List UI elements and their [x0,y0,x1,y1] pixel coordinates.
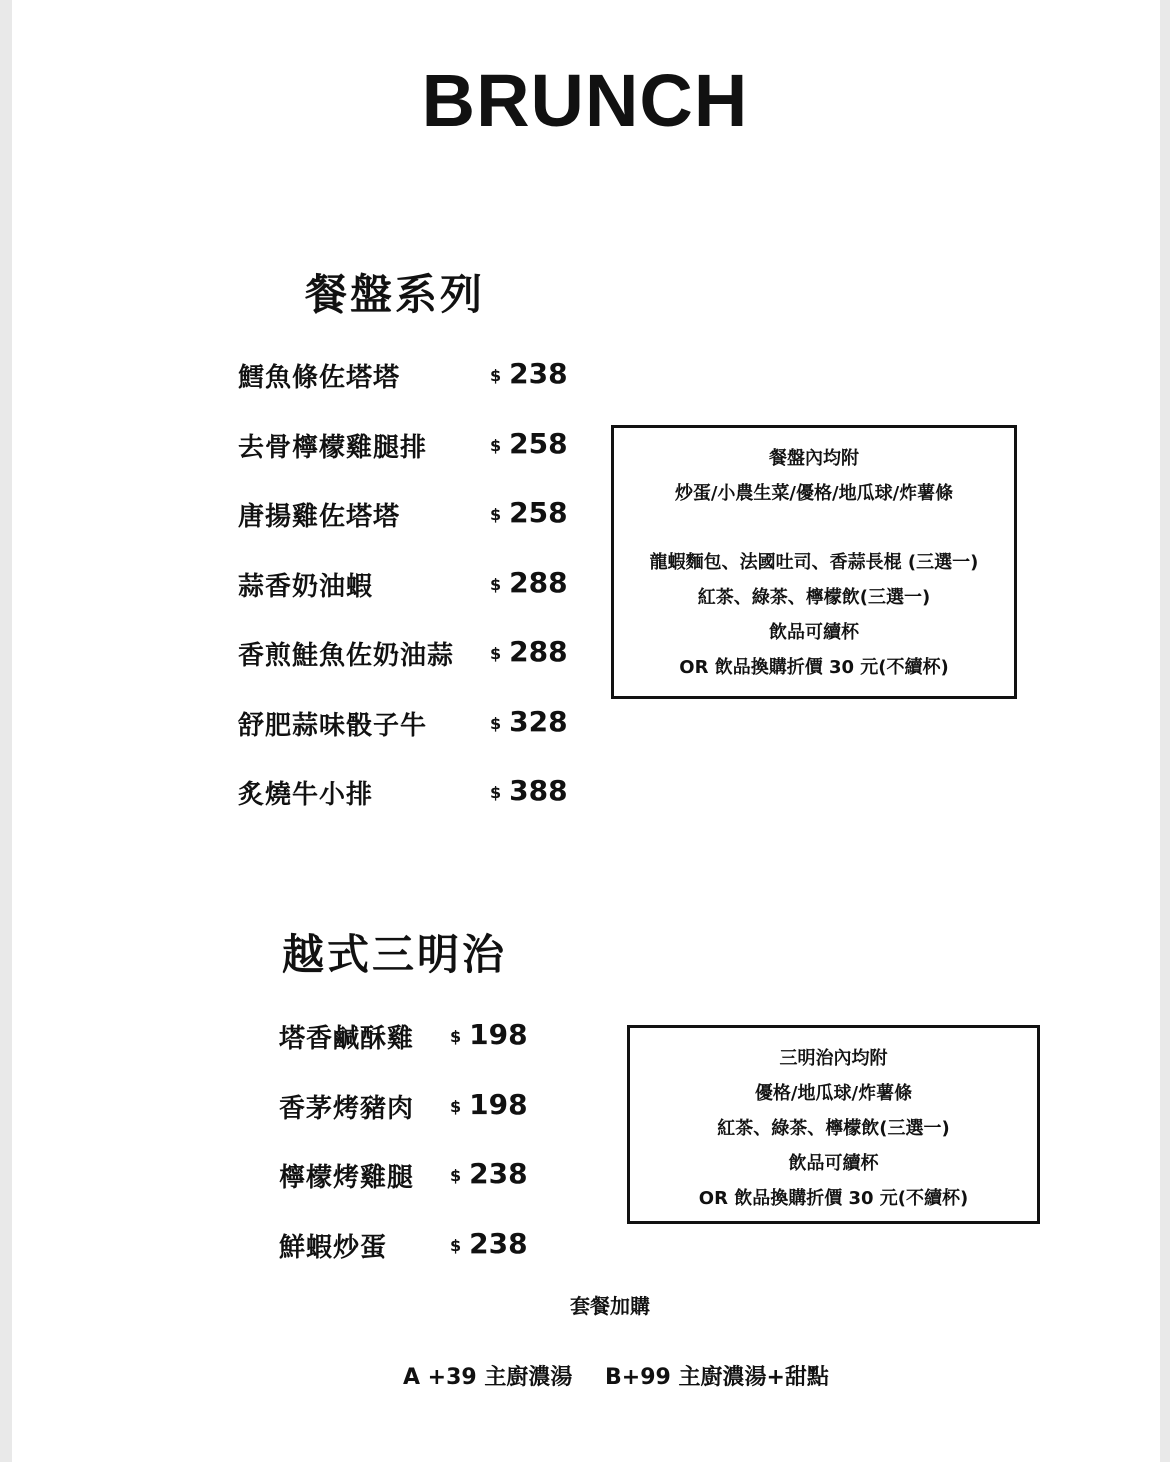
menu-item-name: 檸檬烤雞腿 [279,1163,415,1193]
menu-item-price: $ 258 [490,496,568,529]
note-line: OR 飲品換購折價 30 元(不續杯) [679,657,949,678]
menu-item-price: $ 238 [450,1157,528,1190]
menu-item-price: $ 198 [450,1088,528,1121]
menu-item-name: 舒肥蒜味骰子牛 [238,711,428,741]
note-line: 優格/地瓜球/炸薯條 [754,1083,913,1104]
addon-title: 套餐加購 [570,1294,650,1318]
note-line: OR 飲品換購折價 30 元(不續杯) [698,1188,969,1209]
menu-item-name: 鱈魚條佐塔塔 [238,363,401,393]
addon-option-a: A +39 主廚濃湯 [403,1365,573,1390]
platter-includes-box [611,425,1017,699]
menu-item-name: 香茅烤豬肉 [279,1094,415,1124]
menu-item-price: $ 258 [490,427,568,460]
menu-item-price: $ 288 [490,635,568,668]
note-line: 龍蝦麵包、法國吐司、香蒜長棍 (三選一) [649,552,979,573]
note-line: 炒蛋/小農生菜/優格/地瓜球/炸薯條 [674,483,954,504]
menu-sheet [12,0,1160,1462]
menu-item-price: $ 288 [490,566,568,599]
note-line: 飲品可續杯 [788,1153,879,1174]
menu-item-name: 去骨檸檬雞腿排 [238,433,428,463]
menu-item-name: 炙燒牛小排 [238,780,374,810]
menu-item-name: 唐揚雞佐塔塔 [238,502,401,532]
menu-item-price: $ 328 [490,705,568,738]
menu-item-name: 香煎鮭魚佐奶油蒜 [238,641,455,671]
addon-option-b: B+99 主廚濃湯+甜點 [605,1365,829,1390]
menu-item-price: $ 388 [490,774,568,807]
note-line: 紅茶、綠茶、檸檬飲(三選一) [717,1118,950,1139]
note-line: 飲品可續杯 [769,622,859,643]
menu-title: BRUNCH [421,59,749,142]
note-line: 餐盤內均附 [769,448,859,469]
menu-item-name: 蒜香奶油蝦 [238,572,374,602]
section-heading-platters: 餐盤系列 [305,270,486,319]
note-line: 紅茶、綠茶、檸檬飲(三選一) [697,587,931,608]
menu-item-price: $ 198 [450,1018,528,1051]
menu-item-name: 鮮蝦炒蛋 [279,1233,388,1263]
menu-item-name: 塔香鹹酥雞 [279,1024,415,1054]
menu-item-price: $ 238 [490,357,568,390]
note-line: 三明治內均附 [779,1048,888,1069]
banh-mi-includes-box [627,1025,1040,1224]
section-heading-banh-mi: 越式三明治 [282,930,508,979]
menu-item-price: $ 238 [450,1227,528,1260]
